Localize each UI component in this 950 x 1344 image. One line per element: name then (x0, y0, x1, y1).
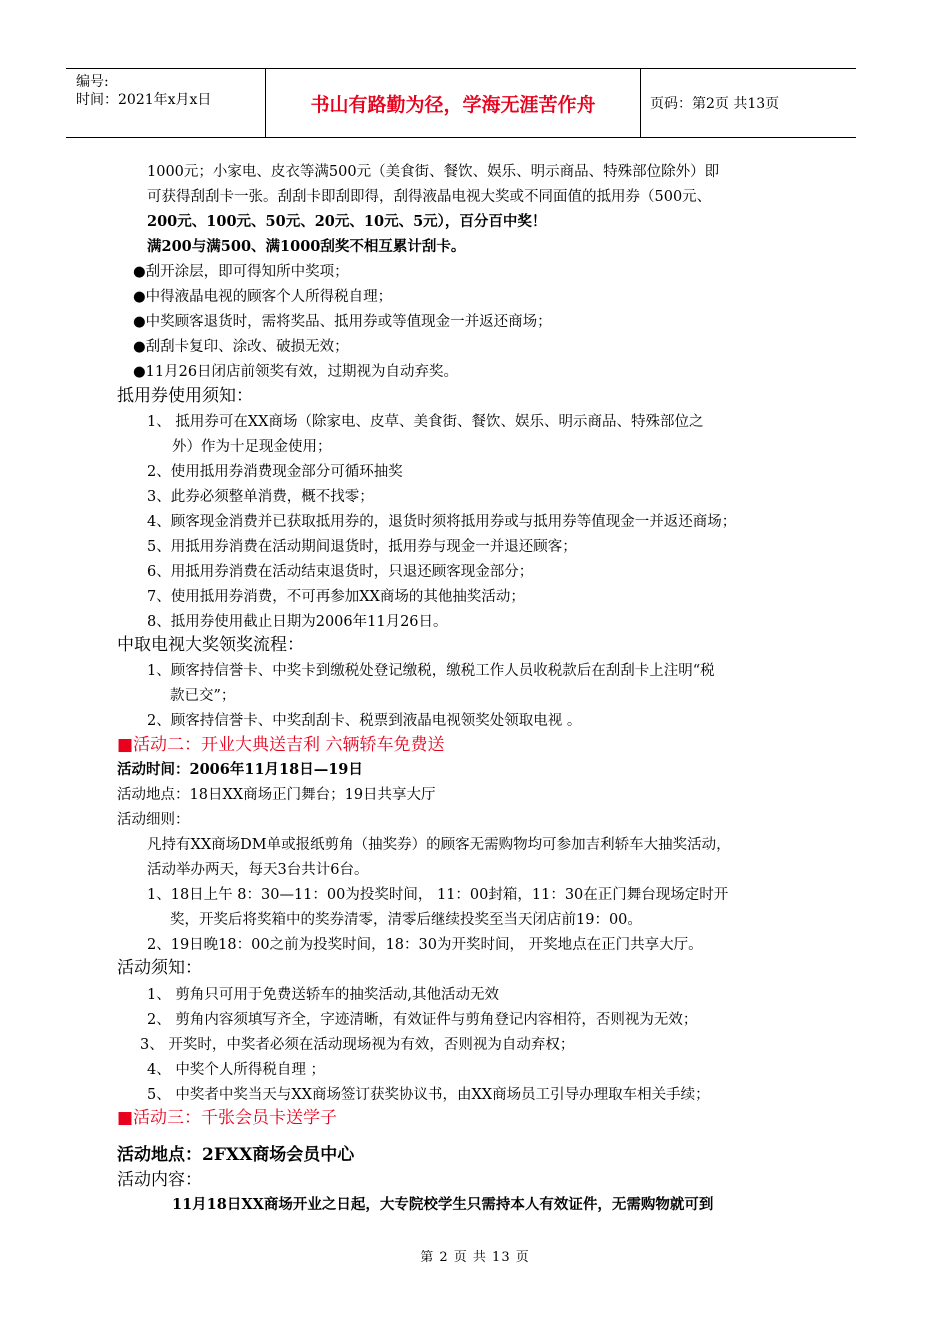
bullet-item: ●中得液晶电视的顾客个人所得税自理； (133, 289, 393, 305)
list-item: 3、此券必须整单消费，概不找零； (147, 489, 374, 505)
list-item: 款已交”； (170, 688, 236, 704)
body-line: 200元、100元、50元、20元、10元、5元），百分百中奖！ (147, 213, 547, 230)
list-item: 2、 剪角内容须填写齐全，字迹清晰，有效证件与剪角登记内容相符，否则视为无效； (147, 1012, 698, 1028)
motto: 书山有路勤为径，学海无涯苦作舟 (266, 69, 641, 137)
body-line: 可获得刮刮卡一张。刮刮卡即刮即得，刮得液晶电视大奖或不同面值的抵用券（500元、 (147, 189, 712, 205)
list-item: 2、使用抵用券消费现金部分可循环抽奖 (147, 464, 403, 480)
info-line: 活动地点：18日XX商场正门舞台；19日共享大厅 (117, 787, 436, 803)
time-label: 时间：2021年x月x日 (76, 92, 212, 108)
page-label: 页码：第2页 共13页 (650, 96, 780, 112)
list-item: 外）作为十足现金使用； (172, 439, 332, 455)
info-line: 活动细则： (117, 812, 190, 828)
list-item: 4、 中奖个人所得税自理 ； (147, 1062, 325, 1078)
section-heading: 中取电视大奖领奖流程： (117, 635, 304, 655)
list-item: 7、使用抵用券消费，不可再参加XX商场的其他抽奖活动； (147, 589, 525, 605)
list-item: 奖，开奖后将奖箱中的奖券清零，清零后继续投奖至当天闭店前19：00。 (170, 912, 642, 928)
bullet-item: ●刮开涂层，即可得知所中奖项； (133, 264, 349, 280)
number-label: 编号: (76, 74, 109, 90)
list-item: 3、 开奖时，中奖者必须在活动现场视为有效，否则视为自动弃权； (140, 1037, 575, 1053)
bullet-item: ●刮刮卡复印、涂改、破损无效； (133, 339, 349, 355)
section-heading: 活动须知： (117, 958, 202, 978)
list-item: 1、顾客持信誉卡、中奖卡到缴税处登记缴税，缴税工作人员收税款后在刮刮卡上注明“税 (147, 663, 715, 679)
body-line: 1000元；小家电、皮衣等满500元（美食街、餐饮、娱乐、明示商品、特殊部位除外）即 (147, 164, 720, 180)
list-item: 1、 剪角只可用于免费送轿车的抽奖活动,其他活动无效 (147, 987, 499, 1003)
page-footer: 第 2 页 共 13 页 (420, 1250, 530, 1265)
section-heading: 抵用券使用须知： (117, 386, 253, 406)
list-item: 5、用抵用券消费在活动期间退货时，抵用券与现金一并退还顾客； (147, 539, 577, 555)
list-item: 1、 抵用券可在XX商场（除家电、皮草、美食街、餐饮、娱乐、明示商品、特殊部位之 (147, 414, 704, 430)
list-item: 6、用抵用券消费在活动结束退货时，只退还顾客现金部分； (147, 564, 534, 580)
list-item: 8、抵用券使用截止日期为2006年11月26日。 (147, 614, 448, 630)
header-left-cell (66, 69, 266, 137)
info-line: 活动时间：2006年11月18日—19日 (117, 761, 363, 778)
page-header-table (66, 68, 856, 138)
list-item: 4、顾客现金消费并已获取抵用券的，退货时须将抵用券或与抵用券等值现金一并返还商场； (147, 514, 737, 530)
body-line: 满200与满500、满1000刮奖不相互累计刮卡。 (147, 238, 466, 255)
list-item: 2、19日晚18：00之前为投奖时间，18：30为开奖时间， 开奖地点在正门共享大厅。 (147, 937, 703, 953)
list-item: 2、顾客持信誉卡、中奖刮刮卡、税票到液晶电视领奖处领取电视 。 (147, 713, 582, 729)
body-line: 11月18日XX商场开业之日起，大专院校学生只需持本人有效证件，无需购物就可到 (172, 1196, 714, 1213)
body-line: 凡持有XX商场DM单或报纸剪角（抽奖券）的顾客无需购物均可参加吉利轿车大抽奖活动， (147, 837, 731, 853)
bullet-item: ●中奖顾客退货时，需将奖品、抵用券或等值现金一并返还商场； (133, 314, 552, 330)
list-item: 5、 中奖者中奖当天与XX商场签订获奖协议书，由XX商场员工引导办理取车相关手续； (147, 1087, 710, 1103)
activity-heading: ■活动三：千张会员卡送学子 (117, 1108, 338, 1128)
list-item: 1、18日上午 8：30—11：00为投奖时间， 11：00封箱，11：30在正门舞台现场定时开 (147, 887, 729, 903)
body-line: 活动举办两天，每天3台共计6台。 (147, 862, 369, 878)
section-heading: 活动内容： (117, 1170, 202, 1190)
bullet-item: ●11月26日闭店前领奖有效，过期视为自动弃奖。 (133, 364, 459, 380)
activity-heading: ■活动二：开业大典送吉利 六辆轿车免费送 (117, 735, 445, 755)
info-line: 活动地点：2FXX商场会员中心 (117, 1145, 355, 1165)
